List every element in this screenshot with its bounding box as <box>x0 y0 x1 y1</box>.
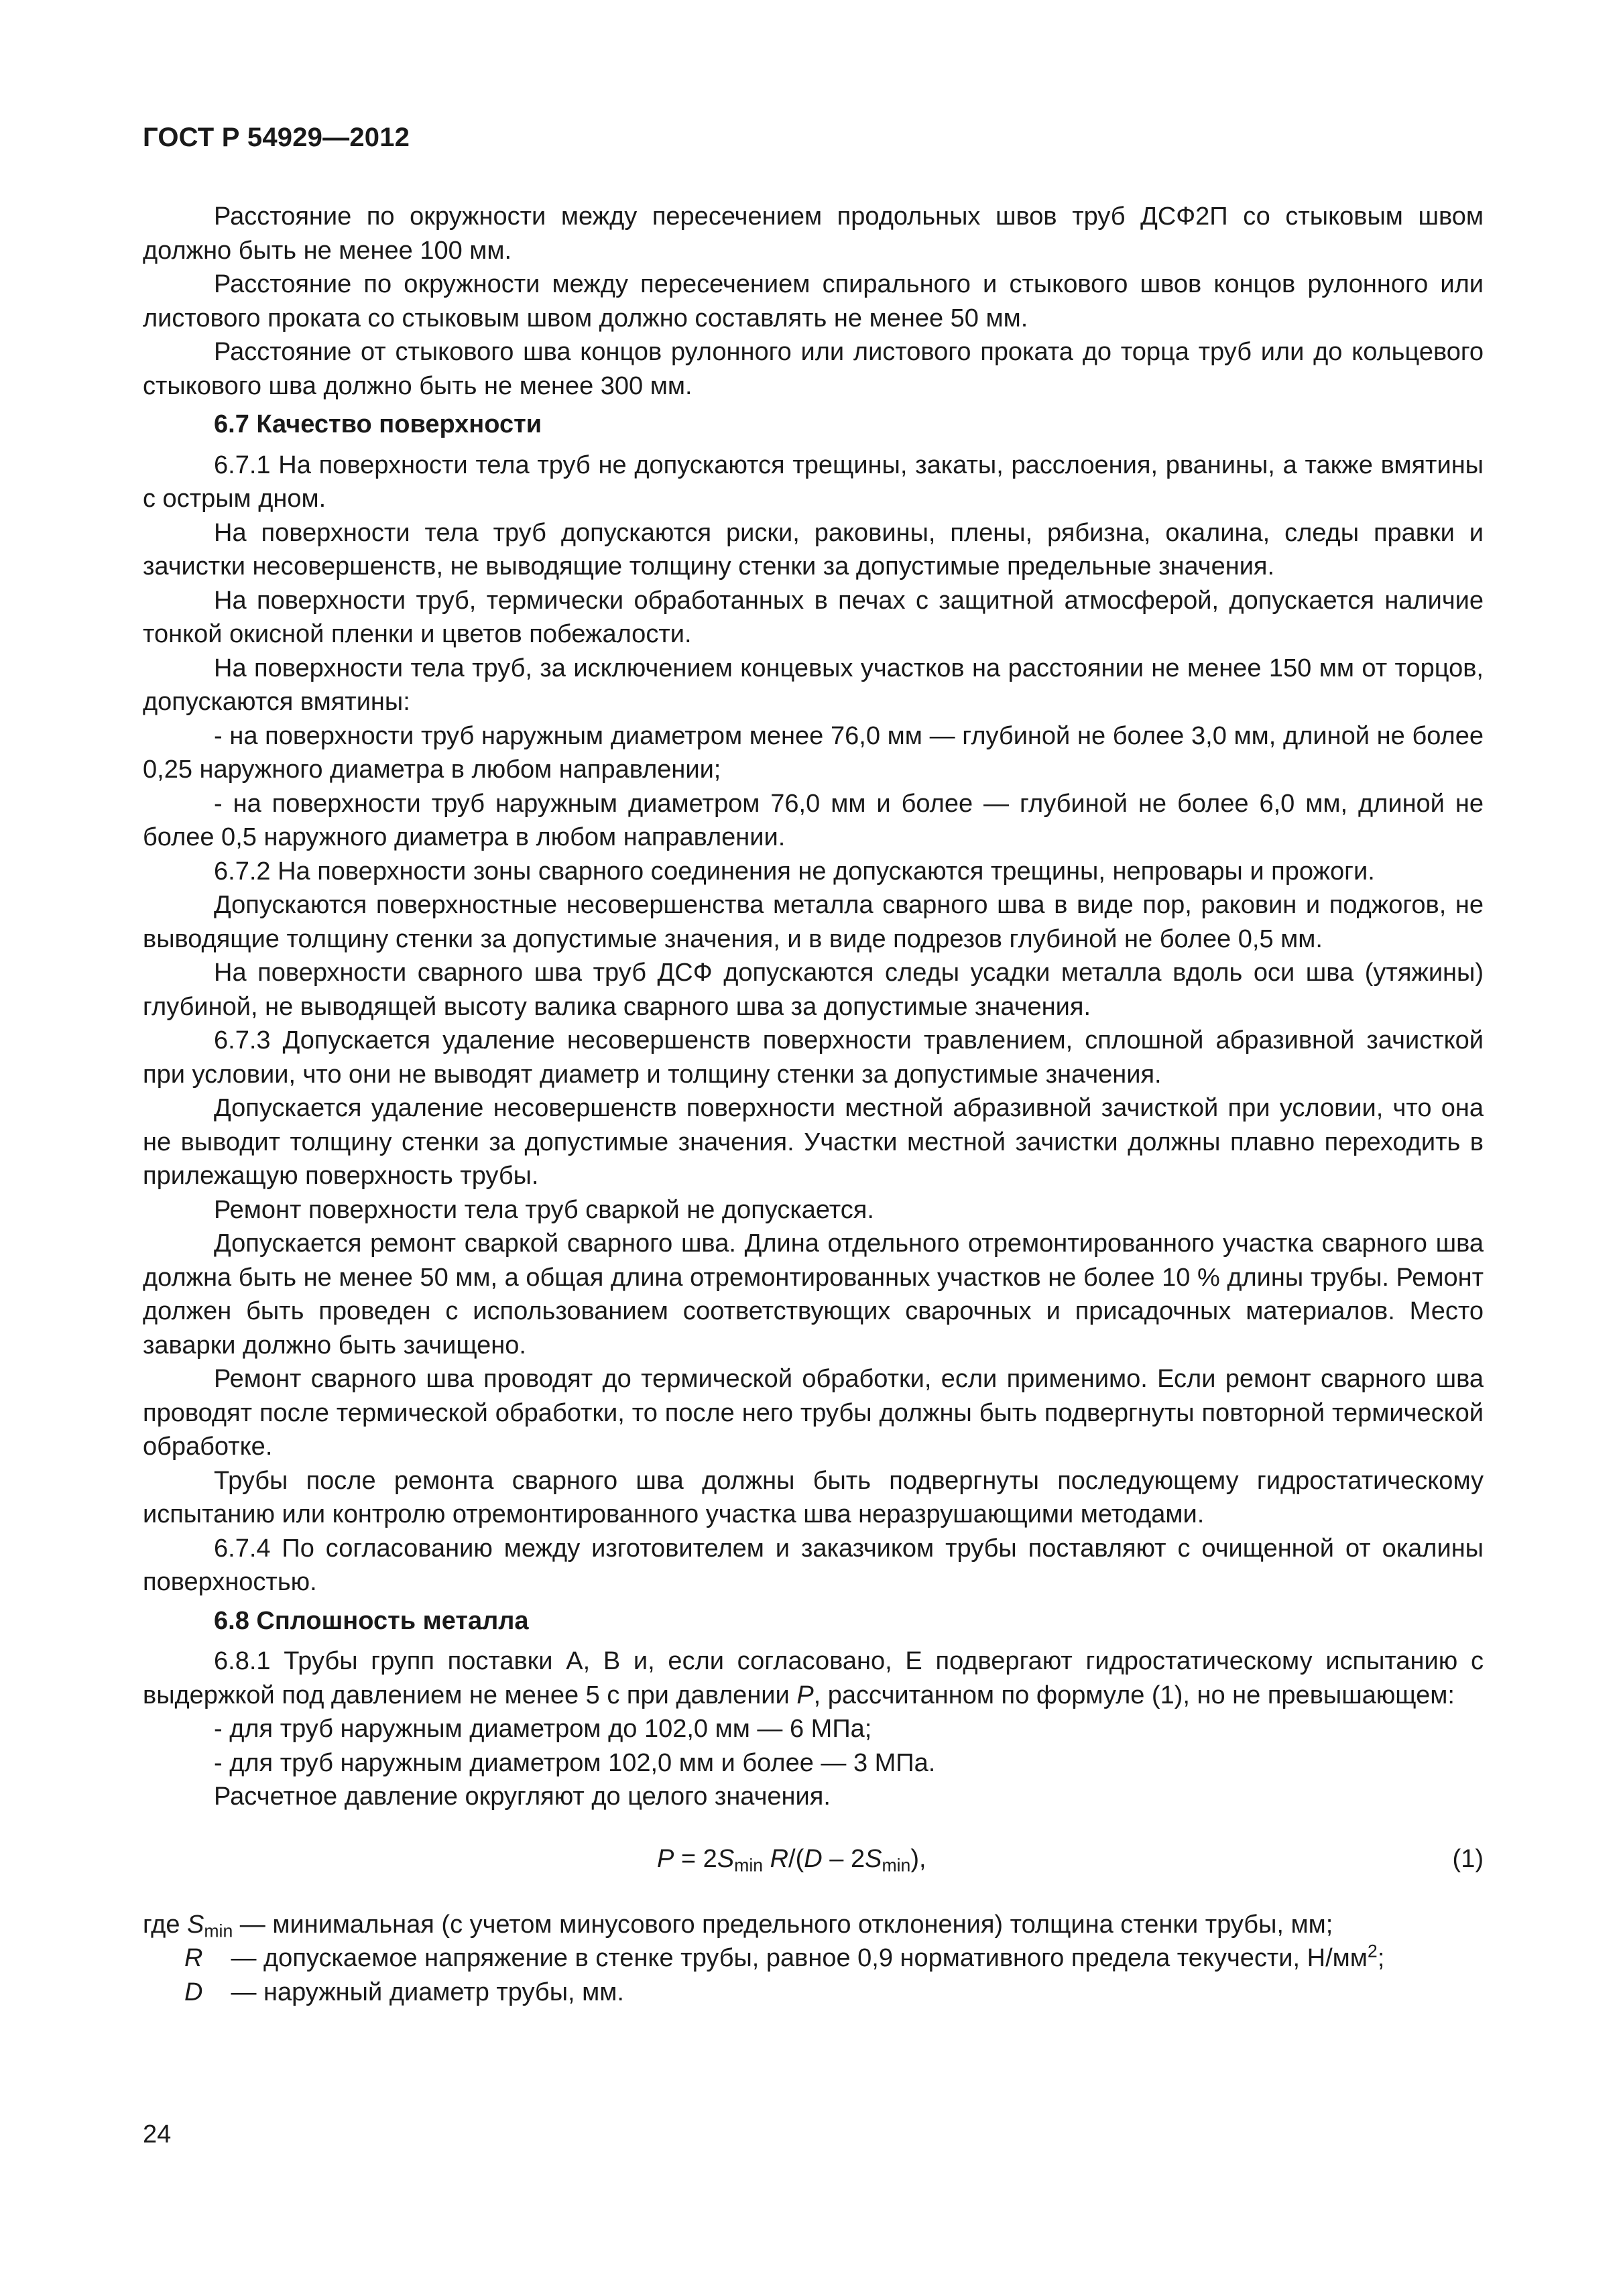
paragraph: Ремонт сварного шва проводят до термической обработки, если применимо. Если ремонт сварного шва проводят после термической обработки, то после него трубы должны быть подвергнуты повторной термической обработке. <box>143 1365 1484 1461</box>
where-row-r <box>143 1941 1484 1976</box>
where-desc: — допускаемое напряжение в стенке трубы, равное 0,9 нормативного предела текучести, Н/мм <box>231 1944 1368 1972</box>
paragraph: 6.7.2 На поверхности зоны сварного соединения не допускаются трещины, непровары и прожоги. <box>214 857 1375 886</box>
paragraph: Расчетное давление округляют до целого значения. <box>214 1783 831 1811</box>
paragraph: Трубы после ремонта сварного шва должны быть подвергнуты последующему гидростатическому испытанию или контролю отремонтированного участка шва неразрушающими методами. <box>143 1466 1484 1528</box>
paragraph: 6.7.3 Допускается удаление несовершенств поверхности травлением, сплошной абразивной зачисткой при условии, что они не выводят диаметр и толщину стенки за допустимые значения. <box>143 1026 1484 1089</box>
where-lead: где <box>143 1910 188 1939</box>
paragraph: Допускаются поверхностные несовершенства металла сварного шва в виде пор, раковин и поджогов, не выводящие толщину стенки за допустимые значения, и в виде подрезов глубиной не более 0,5 мм. <box>143 891 1484 953</box>
list-item: - на поверхности труб наружным диаметром менее 76,0 мм — глубиной не более 3,0 мм, длиной не более 0,25 наружного диаметра в любом направлении; <box>143 721 1484 784</box>
formula-var-d: D <box>804 1844 823 1873</box>
formula-text: /( <box>788 1844 804 1873</box>
where-row-d <box>143 1976 1484 2010</box>
document-body <box>143 200 1484 2009</box>
where-symbol-s: S <box>187 1910 204 1939</box>
text-run: 6.8.1 Трубы групп поставки А, В и, если согласовано, Е подвергают гидростатическому испытанию с выдержкой под давлением не менее 5 с при давлении <box>143 1647 1484 1709</box>
paragraph: На поверхности тела труб допускаются риски, раковины, плены, рябизна, окалина, следы правки и зачистки несовершенств, не выводящие толщину стенки за допустимые предельные значения. <box>143 518 1484 581</box>
where-desc: — наружный диаметр трубы, мм. <box>231 1978 624 2006</box>
where-row-s <box>143 1908 1484 1942</box>
list-item: - для труб наружным диаметром до 102,0 мм — 6 МПа; <box>214 1715 872 1743</box>
where-desc: — минимальная (с учетом минусового предельного отклонения) толщина стенки трубы, мм; <box>233 1910 1333 1939</box>
section-heading-6-7: 6.7 Качество поверхности <box>214 410 542 438</box>
formula-var-r: R <box>763 1844 789 1873</box>
paragraph: Расстояние от стыкового шва концов рулонного или листового проката до торца труб или до кольцевого стыкового шва должно быть не менее 300 мм. <box>143 338 1484 400</box>
formula-var-s: S <box>865 1844 882 1873</box>
formula-number: (1) <box>1452 1844 1484 1873</box>
paragraph: На поверхности сварного шва труб ДСФ допускаются следы усадки металла вдоль оси шва (утяжины) глубиной, не выводящей высоту валика сварного шва за допустимые значения. <box>143 959 1484 1021</box>
where-symbol-d: D <box>184 1978 203 2006</box>
page-number: 24 <box>143 2120 172 2149</box>
paragraph: На поверхности труб, термически обработанных в печах с защитной атмосферой, допускается наличие тонкой окисной пленки и цветов побежалости. <box>143 586 1484 648</box>
formula-var-s: S <box>717 1844 735 1873</box>
paragraph: Расстояние по окружности между пересечением продольных швов труб ДСФ2П со стыковым швом должно быть не менее 100 мм. <box>143 202 1484 265</box>
paragraph: Допускается ремонт сваркой сварного шва. Длина отдельного отремонтированного участка сварного шва должна быть не менее 50 мм, а общая длина отремонтированных участков не более 10 % длины трубы. Ремонт должен быть проведен с использованием соответствующих сварочных и присадочных материалов. Место заварки должно быть зачищено. <box>143 1229 1484 1360</box>
formula-expression <box>657 1842 926 1876</box>
paragraph: Допускается удаление несовершенств поверхности местной абразивной зачисткой при условии, что она не выводит толщину стенки за допустимые значения. Участки местной зачистки должны плавно переходить в прилежащую поверхность трубы. <box>143 1094 1484 1190</box>
formula-text: = 2 <box>674 1844 717 1873</box>
paragraph: 6.7.1 На поверхности тела труб не допускаются трещины, закаты, расслоения, рванины, а также вмятины с острым дном. <box>143 450 1484 513</box>
formula-text: – 2 <box>822 1844 865 1873</box>
text-run: , рассчитанном по формуле (1), но не превышающем: <box>813 1681 1455 1709</box>
variable-p: Р <box>796 1681 814 1709</box>
list-item: - для труб наружным диаметром 102,0 мм и более — 3 МПа. <box>214 1748 936 1777</box>
formula-var-p: P <box>657 1844 674 1873</box>
paragraph: На поверхности тела труб, за исключением концевых участков на расстоянии не менее 150 мм от торцов, допускаются вмятины: <box>143 654 1484 716</box>
where-symbol-r: R <box>184 1944 203 1972</box>
paragraph: 6.7.4 По согласованию между изготовителем и заказчиком трубы поставляют с очищенной от окалины поверхностью. <box>143 1534 1484 1596</box>
where-desc: ; <box>1377 1944 1385 1972</box>
list-item: - на поверхности труб наружным диаметром 76,0 мм и более — глубиной не более 6,0 мм, длиной не более 0,5 наружного диаметра в любом направлении. <box>143 789 1484 851</box>
formula-text: ), <box>910 1844 926 1873</box>
formula-1 <box>143 1842 1484 1882</box>
formula-sub: min <box>734 1855 764 1876</box>
section-heading-6-8: 6.8 Сплошность металла <box>214 1606 529 1635</box>
document-header: ГОСТ Р 54929—2012 <box>143 123 410 152</box>
where-sub: min <box>204 1921 233 1941</box>
paragraph: Расстояние по окружности между пересечением спирального и стыкового швов концов рулонного или листового проката со стыковым швом должно составлять не менее 50 мм. <box>143 270 1484 333</box>
formula-sub: min <box>882 1855 911 1876</box>
where-sup: 2 <box>1367 1941 1378 1961</box>
paragraph: Ремонт поверхности тела труб сваркой не допускается. <box>214 1195 874 1224</box>
paragraph-6-8-1 <box>143 1644 1484 1712</box>
